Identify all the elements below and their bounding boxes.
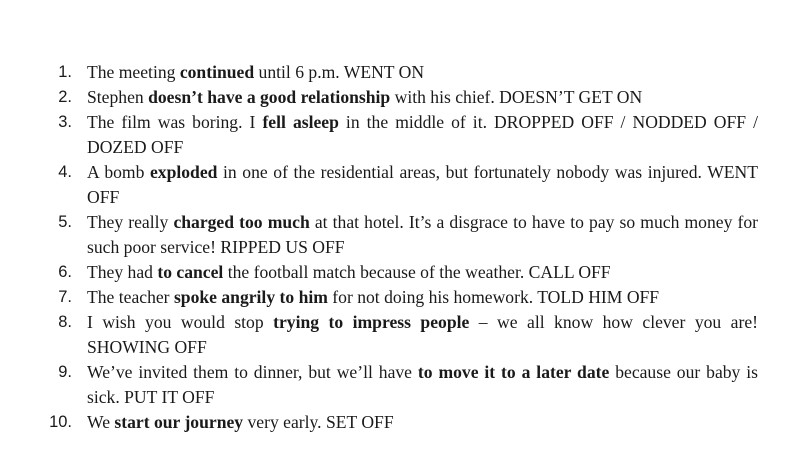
- item-text: [87, 310, 758, 360]
- item-text-after: in one of the residential areas, but fortunately nobody was injured. WENT OFF: [87, 162, 758, 207]
- item-number: 1.: [58, 63, 72, 81]
- item-text-after: very early. SET OFF: [243, 412, 394, 432]
- item-text-bold: start our journey: [114, 412, 244, 432]
- list-item: [40, 60, 758, 85]
- list-item: [40, 285, 758, 310]
- item-text-bold: trying to impress people: [273, 312, 470, 332]
- item-text-before: They really: [87, 212, 174, 232]
- item-text: [87, 160, 758, 210]
- item-text-after: with his chief. DOESN’T GET ON: [390, 87, 643, 107]
- item-number: 9.: [58, 363, 72, 381]
- item-text: [87, 210, 758, 260]
- item-text-before: The film was boring. I: [87, 112, 263, 132]
- item-text-before: A bomb: [87, 162, 150, 182]
- item-text-after: at that hotel. It’s a disgrace to have to pay so much money for such poor service! RIPPED US OFF: [87, 212, 759, 257]
- item-text-bold: continued: [179, 62, 255, 82]
- item-text: [87, 285, 758, 310]
- list-item: [40, 110, 758, 160]
- item-text-before: I wish you would stop: [87, 312, 274, 332]
- item-number: 3.: [58, 113, 72, 131]
- item-text-bold: to move it to a later date: [417, 362, 610, 382]
- item-text-after: for not doing his homework. TOLD HIM OFF: [327, 287, 660, 307]
- list-item: [40, 360, 758, 410]
- item-text-before: They had: [87, 262, 158, 282]
- item-text: [87, 260, 758, 285]
- item-text-before: We’ve invited them to dinner, but we’ll have: [87, 362, 418, 382]
- item-text-bold: charged too much: [173, 212, 310, 232]
- item-number: 4.: [58, 163, 72, 181]
- item-text-after: the football match because of the weather. CALL OFF: [223, 262, 611, 282]
- item-number: 7.: [58, 288, 72, 306]
- item-text-bold: doesn’t have a good relationship: [148, 87, 391, 107]
- phrasal-verbs-list: [40, 60, 758, 435]
- list-item: [40, 310, 758, 360]
- item-text-bold: spoke angrily to him: [173, 287, 328, 307]
- list-item: [40, 410, 758, 435]
- item-text: [87, 110, 758, 160]
- item-text-bold: to cancel: [157, 262, 224, 282]
- item-text-after: until 6 p.m. WENT ON: [254, 62, 425, 82]
- item-text: [87, 360, 758, 410]
- item-text: [87, 410, 758, 435]
- list-item: [40, 160, 758, 210]
- item-number: 6.: [58, 263, 72, 281]
- item-number: 5.: [58, 213, 72, 231]
- item-text-bold: exploded: [149, 162, 218, 182]
- item-text-after: because our baby is sick. PUT IT OFF: [87, 362, 758, 407]
- item-text-bold: fell asleep: [262, 112, 339, 132]
- list-item: [40, 260, 758, 285]
- item-text-after: – we all know how clever you are! SHOWING OFF: [87, 312, 759, 357]
- item-text-before: We: [87, 412, 115, 432]
- item-text: [87, 60, 758, 85]
- list-item: [40, 85, 758, 110]
- item-text-before: Stephen: [87, 87, 149, 107]
- item-number: 10.: [49, 413, 72, 431]
- item-text-before: The teacher: [87, 287, 174, 307]
- item-text-after: in the middle of it. DROPPED OFF / NODDED OFF / DOZED OFF: [87, 112, 759, 157]
- item-text: [87, 85, 758, 110]
- item-number: 8.: [58, 313, 72, 331]
- item-text-before: The meeting: [87, 62, 180, 82]
- list-item: [40, 210, 758, 260]
- item-number: 2.: [58, 88, 72, 106]
